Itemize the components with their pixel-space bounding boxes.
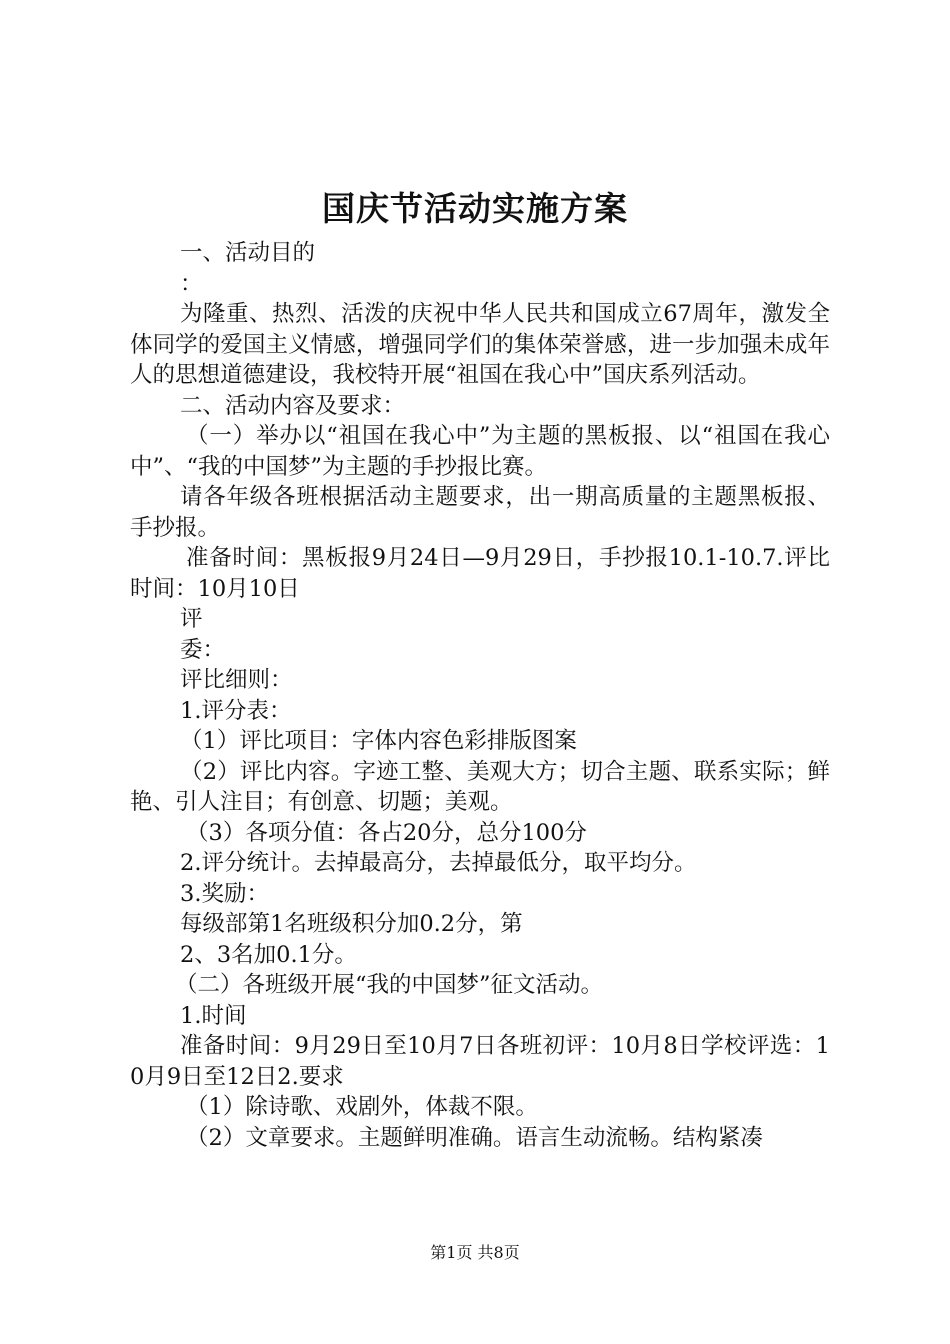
document-body: [130, 238, 830, 1153]
paragraph: （一）举办以“祖国在我心中”为主题的黑板报、以“祖国在我心中”、“我的中国梦”为主题的手抄报比赛。: [130, 423, 830, 480]
paragraph: 评比细则：: [180, 667, 293, 693]
paragraph: 1.时间: [180, 1002, 247, 1029]
paragraph: ：: [180, 270, 203, 297]
paragraph: （2）文章要求。主题鲜明准确。语言生动流畅。结构紧凑: [186, 1124, 763, 1151]
page-footer: 第1页 共8页: [430, 1243, 520, 1262]
heading-activity-purpose: 一、活动目的: [180, 240, 316, 266]
paragraph: （1）评比项目：字体内容色彩排版图案: [180, 728, 577, 754]
paragraph: 每级部第1名班级积分加0.2分，第: [180, 911, 523, 937]
paragraph: 3.奖励：: [180, 880, 269, 907]
paragraph: （二）各班级开展“我的中国梦”征文活动。: [175, 972, 604, 998]
paragraph: （3）各项分值：各占20分，总分100分: [186, 819, 587, 846]
paragraph: 评: [180, 606, 203, 632]
paragraph: 准备时间：9月29日至10月7日各班初评：10月8日学校评选：10月9日至12日2.要求: [130, 1033, 830, 1090]
paragraph: 2、3名加0.1分。: [180, 941, 357, 968]
paragraph: （2）评比内容。字迹工整、美观大方；切合主题、联系实际；鲜艳、引人注目；有创意、切题；美观。: [130, 758, 830, 815]
paragraph: 委：: [180, 636, 226, 663]
paragraph: 1.评分表：: [180, 697, 292, 724]
paragraph: 为隆重、热烈、活泼的庆祝中华人民共和国成立67周年，激发全体同学的爱国主义情感，增强同学们的集体荣誉感，进一步加强未成年人的思想道德建设，我校特开展“祖国在我心中”国庆系列活动。: [130, 301, 830, 388]
document-title: 国庆节活动实施方案: [322, 189, 628, 228]
paragraph: （1）除诗歌、戏剧外，体裁不限。: [186, 1094, 538, 1120]
paragraph: 请各年级各班根据活动主题要求，出一期高质量的主题黑板报、手抄报。: [130, 484, 830, 541]
paragraph: 2.评分统计。去掉最高分，去掉最低分，取平均分。: [180, 850, 697, 876]
paragraph: 准备时间：黑板报9月24日—9月29日，手抄报10.1-10.7.评比时间：10月10日: [130, 545, 830, 602]
heading-activity-content: 二、活动内容及要求：: [180, 392, 406, 419]
